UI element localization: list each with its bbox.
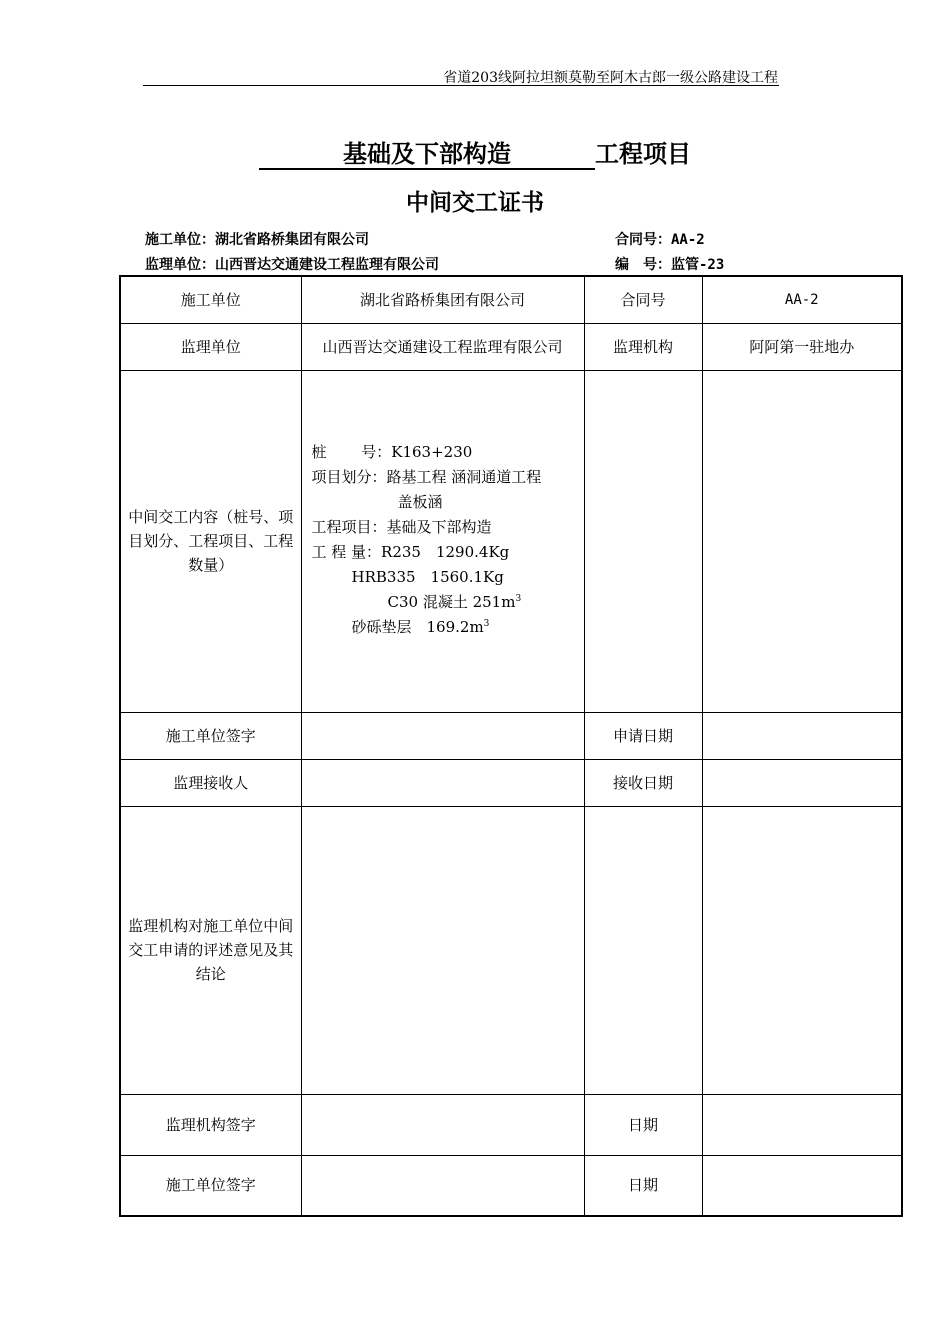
certificate-subtitle: 中间交工证书 (406, 190, 544, 216)
application-date-label-cell: 申请日期 (584, 712, 702, 759)
contractor-final-date-label-cell: 日期 (584, 1155, 702, 1216)
contract-no-label-cell: 合同号 (584, 276, 702, 323)
table-row (120, 759, 902, 806)
page-title (0, 134, 950, 169)
contractor-label-cell: 施工单位 (120, 276, 301, 323)
header-project-title: 省道203线阿拉坦额莫勒至阿木古郎一级公路建设工程 (443, 70, 778, 86)
meta-supervisor-label: 监理单位： (145, 257, 215, 273)
table-row (120, 370, 902, 712)
contractor-signature-cell[interactable] (301, 712, 584, 759)
supervisor-value-cell: 山西晋达交通建设工程监理有限公司 (301, 323, 584, 370)
contractor-value-cell: 湖北省路桥集团有限公司 (301, 276, 584, 323)
contractor-final-signature-label-cell: 施工单位签字 (120, 1155, 301, 1216)
supervision-org-value-cell: 阿阿第一驻地办 (702, 323, 902, 370)
table-row (120, 1155, 902, 1216)
header-rule (143, 85, 779, 86)
review-opinion-label-cell: 监理机构对施工单位中间交工申请的评述意见及其结论 (120, 806, 301, 1094)
supervisor-receiver-label-cell: 监理接收人 (120, 759, 301, 806)
table-row (120, 712, 902, 759)
empty-cell (584, 370, 702, 712)
supervision-signature-label-cell: 监理机构签字 (120, 1094, 301, 1155)
content-item: 工程项目：基础及下部构造 (311, 518, 492, 536)
content-qty-3: C30 混凝土 $251m^3$ (387, 593, 522, 611)
supervisor-label-cell: 监理单位 (120, 323, 301, 370)
meta-contractor-value: 湖北省路桥集团有限公司 (215, 232, 369, 248)
application-date-cell[interactable] (702, 712, 902, 759)
handover-content-cell (301, 370, 584, 712)
contractor-signature-label-cell: 施工单位签字 (120, 712, 301, 759)
empty-cell (584, 806, 702, 1094)
receipt-date-label-cell: 接收日期 (584, 759, 702, 806)
contractor-final-signature-cell[interactable] (301, 1155, 584, 1216)
table-row (120, 323, 902, 370)
contractor-final-date-cell[interactable] (702, 1155, 902, 1216)
title-suffix: 工程项目 (595, 140, 691, 168)
table-row (120, 1094, 902, 1155)
empty-cell (702, 370, 902, 712)
supervision-org-label-cell: 监理机构 (584, 323, 702, 370)
meta-supervisor (145, 254, 439, 274)
content-division-2: 盖板涵 (397, 493, 443, 511)
supervisor-receiver-cell[interactable] (301, 759, 584, 806)
supervision-date-cell[interactable] (702, 1094, 902, 1155)
content-qty-2: HRB335 1560.1Kg (351, 568, 504, 586)
supervision-date-label-cell: 日期 (584, 1094, 702, 1155)
empty-cell (702, 806, 902, 1094)
contract-no-value-cell: AA-2 (702, 276, 902, 323)
meta-serial-label: 编 号： (615, 257, 671, 273)
title-project-name: 基础及下部构造 (343, 140, 511, 168)
meta-serial-value: 监管-23 (671, 257, 725, 273)
review-opinion-cell[interactable] (301, 806, 584, 1094)
certificate-table (119, 275, 903, 1217)
meta-supervisor-value: 山西晋达交通建设工程监理有限公司 (215, 257, 439, 273)
meta-contract-no-value: AA-2 (671, 232, 705, 248)
content-qty-1: 工 程 量：R235 1290.4Kg (311, 543, 510, 561)
receipt-date-cell[interactable] (702, 759, 902, 806)
table-row (120, 276, 902, 323)
meta-contract-no-label: 合同号： (615, 232, 671, 248)
table-row (120, 806, 902, 1094)
handover-content-label-cell: 中间交工内容（桩号、项目划分、工程项目、工程数量） (120, 370, 301, 712)
meta-contractor (145, 229, 369, 249)
content-division-1: 项目划分：路基工程 涵洞通道工程 (311, 468, 542, 486)
meta-contractor-label: 施工单位： (145, 232, 215, 248)
meta-contract-no (615, 229, 705, 249)
content-qty-4: 砂砾垫层 $169.2m^3$ (351, 618, 490, 636)
supervision-signature-cell[interactable] (301, 1094, 584, 1155)
content-stake: 桩 号：K163+230 (311, 443, 473, 461)
meta-serial (615, 254, 724, 274)
